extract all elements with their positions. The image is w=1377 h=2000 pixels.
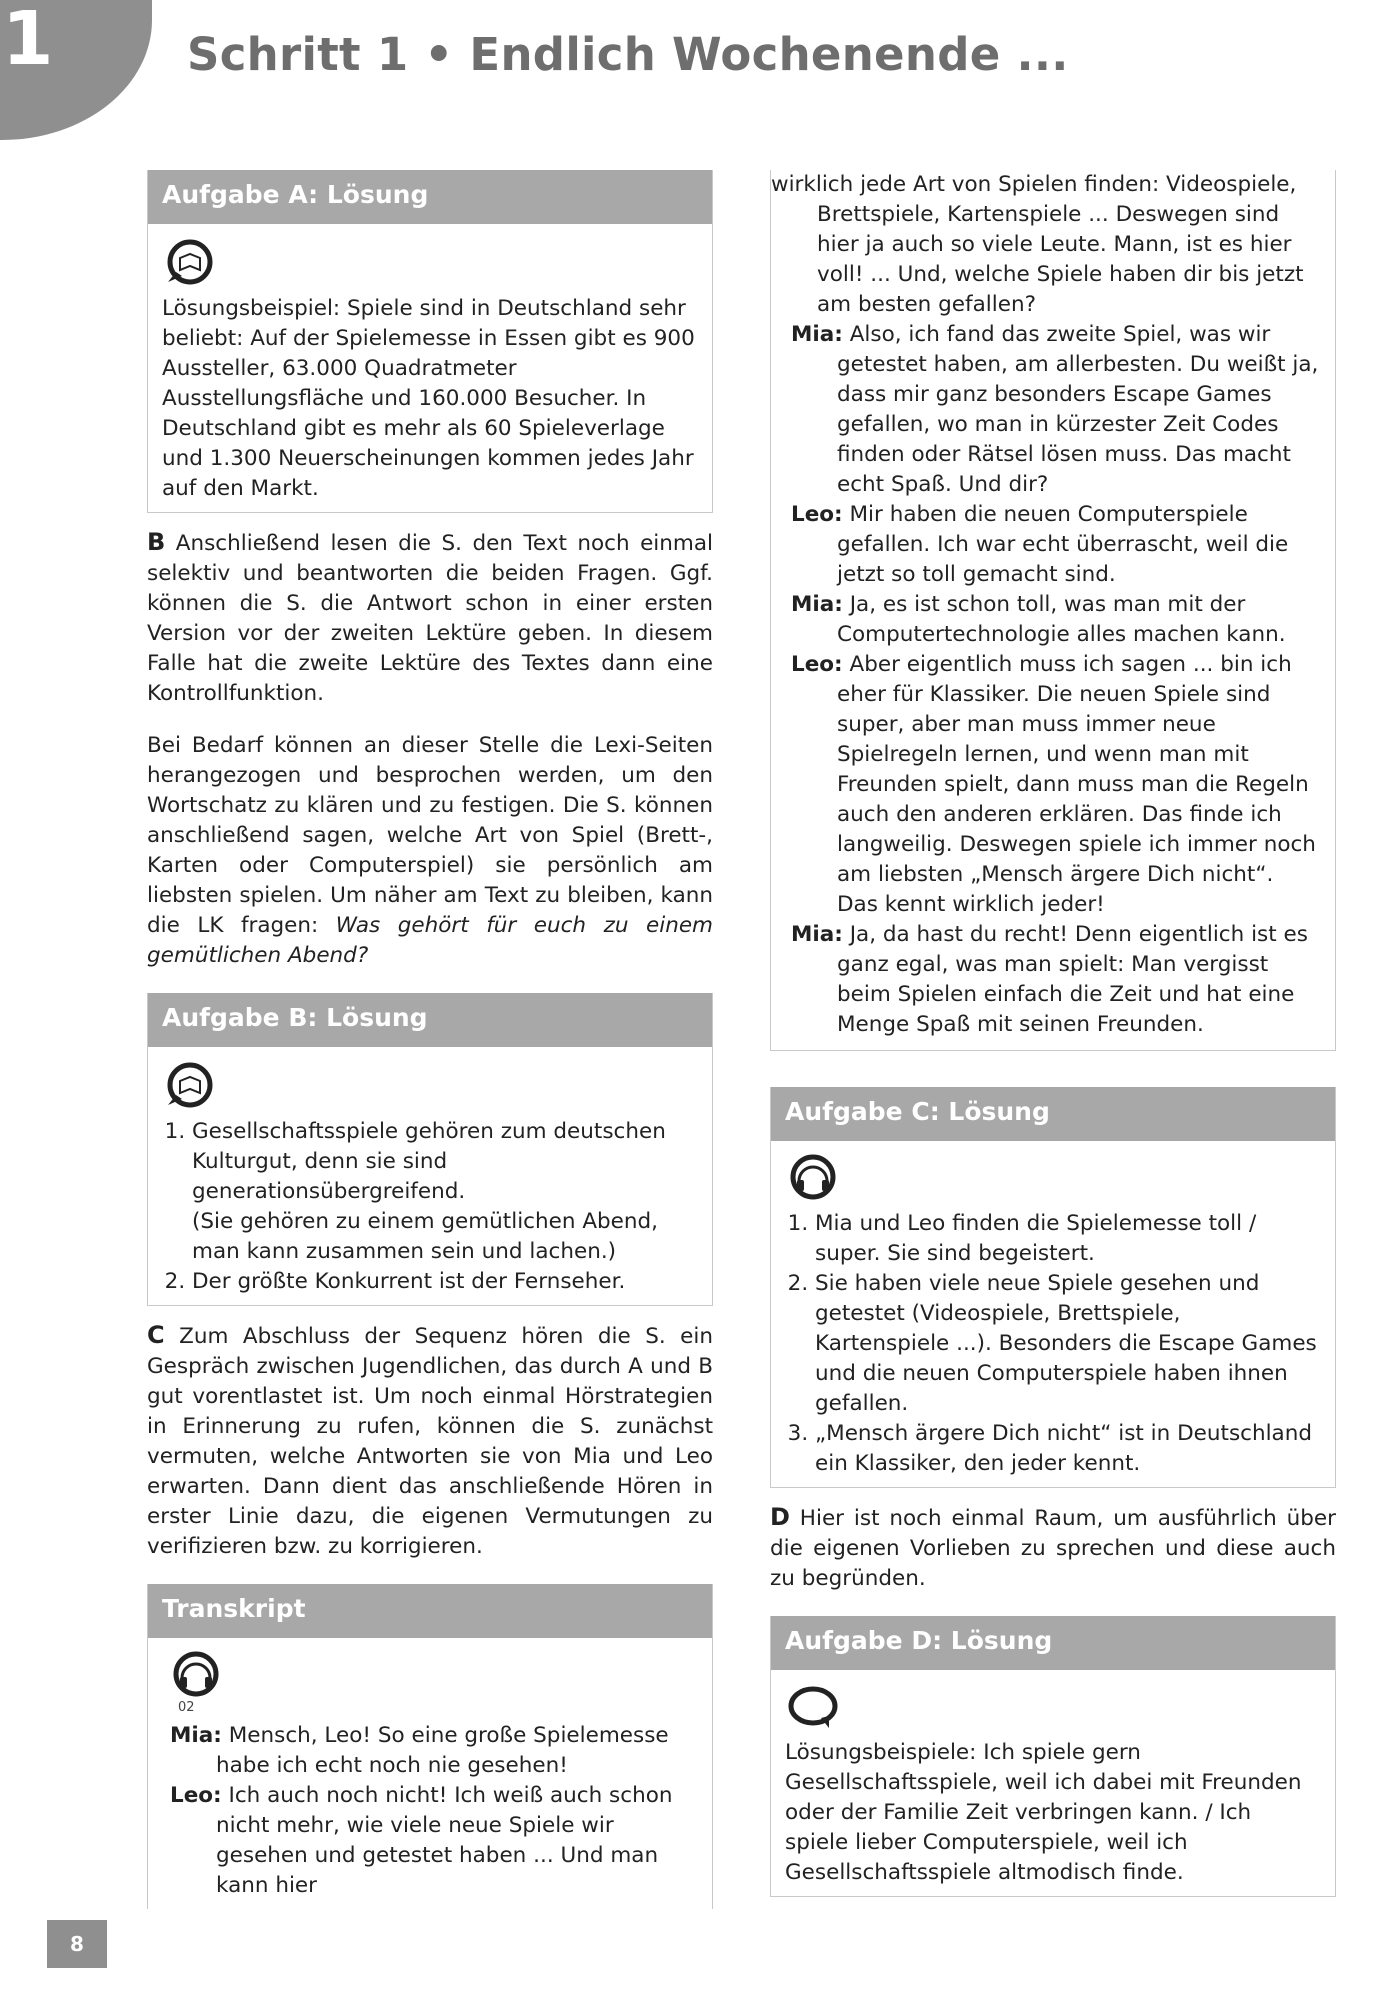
dialog-line: wirklich jede Art von Spielen finden: Videospiele, Brettspiele, Kartenspiele ... Deswegen sind hier ja auch so viele Leute. Mann, ist es hier voll! ... Und, welche Spiele haben dir bis jetzt am besten gefallen? [771,172,1304,317]
list-item: 1. Mia und Leo finden die Spielemesse toll / super. Sie sind begeistert. [815,1209,1321,1269]
transkript-header: Transkript [148,1584,712,1638]
dialog-line: Mia: Ja, da hast du recht! Denn eigentlich ist es ganz egal, was man spielt: Man vergisst beim Spielen einfach die Zeit und hat eine Menge Spaß mit seinen Freunden. [791,922,1308,1037]
section-d-letter: D [770,1503,790,1531]
section-c-text: Zum Abschluss der Sequenz hören die S. ein Gespräch zwischen Jugendlichen, das durch A und B gut vorentlastet ist. Um noch einmal Hörstrategien in Erinnerung zu rufen, können die S. zunächst vermuten, welche Antworten sie von Mia und Leo erwarten. Dann dient das anschließende Hören in erster Linie dazu, die eigenen Vermutungen zu verifizieren bzw. zu korrigieren. [147,1324,713,1559]
headphones-icon [168,1650,228,1700]
dialog-line: Mia: Also, ich fand das zweite Spiel, was wir getestet haben, am allerbesten. Du weißt ja, dass mir ganz besonders Escape Games gefallen, wo man in kürzester Zeit Codes finden oder Rätsel lösen muss. Das macht echt Spaß. Und dir? [791,322,1319,497]
aufgabe-b-box [147,993,713,1306]
dialog-line: Leo: Ich auch noch nicht! Ich weiß auch schon nicht mehr, wie viele neue Spiele wir gesehen und getestet haben ... Und man kann hier [170,1783,673,1898]
list-item: 2. Der größte Konkurrent ist der Fernseher. [192,1267,698,1297]
aufgabe-b-list [162,1117,698,1297]
aufgabe-c-list [785,1209,1321,1479]
aufgabe-a-box [147,170,713,513]
reading-book-icon [162,1059,222,1111]
speech-bubble-icon [785,1682,845,1732]
transkript-continued [770,170,1336,1051]
speaker-name: Leo: [791,652,843,677]
speaker-name: Mia: [791,922,843,947]
aufgabe-d-text: Lösungsbeispiele: Ich spiele gern Gesellschaftsspiele, weil ich dabei mit Freunden oder der Familie Zeit verbringen kann. / Ich spiele lieber Computerspiele, weil ich Gesellschaftsspiele altmodisch finde. [785,1740,1302,1885]
list-item: 3. „Mensch ärgere Dich nicht“ ist in Deutschland ein Klassiker, den jeder kennt. [815,1419,1321,1479]
list-item-note: (Sie gehören zu einem gemütlichen Abend, man kann zusammen sein und lachen.) [192,1209,659,1264]
section-b-letter: B [147,528,166,556]
dialog-line: Leo: Aber eigentlich muss ich sagen ... bin ich eher für Klassiker. Die neuen Spiele sind super, aber man muss immer neue Spielregeln lernen, und wenn man mit Freunden spielt, dann muss man die Regeln auch den anderen erklären. Das finde ich langweilig. Deswegen spiele ich immer noch am liebsten „Mensch ärgere Dich nicht“. Das kennt wirklich jeder! [791,652,1316,917]
aufgabe-d-box [770,1616,1336,1897]
reading-book-icon [162,236,222,288]
section-b-paragraph-2 [147,731,713,971]
dialog-line: Mia: Mensch, Leo! So eine große Spielemesse habe ich echt noch nie gesehen! [170,1723,669,1778]
chapter-number: 1 [2,0,54,82]
list-item: 1. Gesellschaftsspiele gehören zum deutschen Kulturgut, denn sie sind generationsübergreifend. (Sie gehören zu einem gemütlichen Abend, man kann zusammen sein und lachen.) [192,1117,698,1267]
section-b-paragraph [147,527,713,709]
speaker-name: Mia: [170,1723,222,1748]
headphones-icon [785,1153,845,1203]
section-d-paragraph [770,1502,1336,1594]
dialog-line: Leo: Mir haben die neuen Computerspiele gefallen. Ich war echt überrascht, weil die jetzt so toll gemacht sind. [791,502,1289,587]
aufgabe-a-text: Lösungsbeispiel: Spiele sind in Deutschland sehr beliebt: Auf der Spielemesse in Essen gibt es 900 Aussteller, 63.000 Quadratmeter Ausstellungsfläche und 160.000 Besucher. In Deutschland gibt es mehr als 60 Spieleverlage und 1.300 Neuerscheinungen kommen jedes Jahr auf den Markt. [162,296,695,501]
aufgabe-d-header: Aufgabe D: Lösung [771,1616,1335,1670]
section-d-text: Hier ist noch einmal Raum, um ausführlich über die eigenen Vorlieben zu sprechen und diese auch zu begründen. [770,1506,1336,1591]
section-b-question: Was gehört für euch zu einem gemütlichen Abend? [147,913,713,968]
right-column [770,170,1336,1897]
aufgabe-b-header: Aufgabe B: Lösung [148,993,712,1047]
aufgabe-c-box [770,1087,1336,1488]
dialog-line: Mia: Ja, es ist schon toll, was man mit der Computertechnologie alles machen kann. [791,592,1286,647]
transkript-box [147,1584,713,1909]
aufgabe-a-header: Aufgabe A: Lösung [148,170,712,224]
page-title: Schritt 1 • Endlich Wochenende ... [187,28,1069,81]
section-b-text: Anschließend lesen die S. den Text noch einmal selektiv und beantworten die beiden Fragen. Ggf. können die S. die Antwort schon in einer ersten Version vor der zweiten Lektüre geben. In diesem Falle hat die zweite Lektüre des Textes dann eine Kontrollfunktion. [147,531,713,706]
section-c-letter: C [147,1321,165,1349]
list-item: 2. Sie haben viele neue Spiele gesehen und getestet (Videospiele, Brettspiele, Kartenspiele ...). Besonders die Escape Games und die neuen Computerspiele haben ihnen gefallen. [815,1269,1321,1419]
chapter-tab [0,0,152,140]
speaker-name: Mia: [791,592,843,617]
section-c-paragraph [147,1320,713,1562]
speaker-name: Mia: [791,322,843,347]
track-number: 02 [178,1700,195,1715]
left-column [147,170,713,1909]
page-number: 8 [47,1920,107,1968]
transcript-dialog [162,1721,698,1901]
speaker-name: Leo: [791,502,843,527]
section-b-text-2: Bei Bedarf können an dieser Stelle die Lexi-Seiten herangezogen und besprochen werden, um den Wortschatz zu klären und zu festigen. Die S. können anschließend sagen, welche Art von Spiel (Brett-, Karten oder Computerspiel) sie persönlich am liebsten spielen. Um näher am Text zu bleiben, kann die LK fragen: [147,733,713,938]
speaker-name: Leo: [170,1783,222,1808]
aufgabe-c-header: Aufgabe C: Lösung [771,1087,1335,1141]
